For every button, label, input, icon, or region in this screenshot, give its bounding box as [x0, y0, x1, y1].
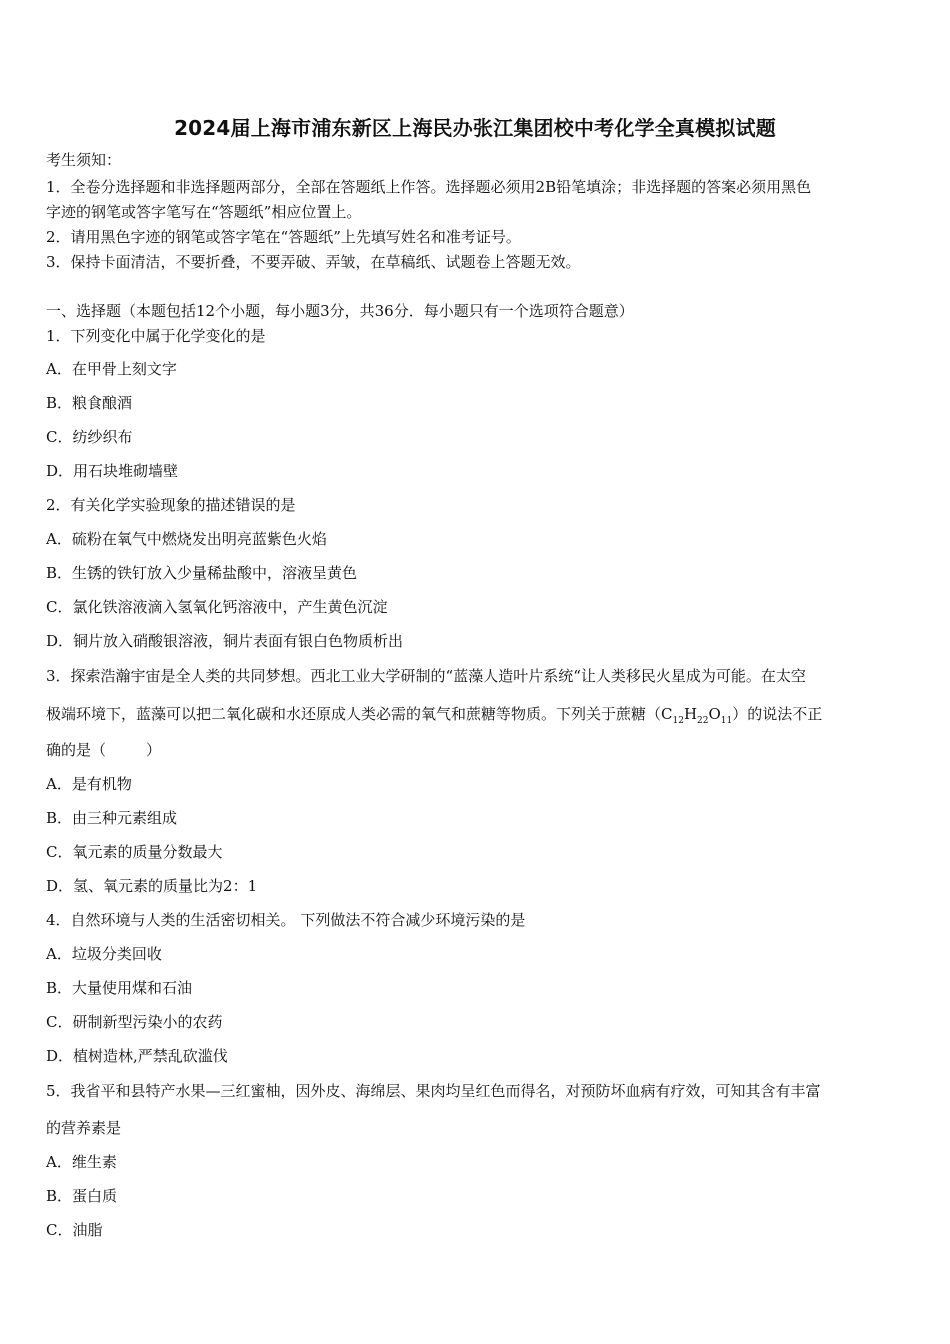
- question-option: B．粮食酿酒: [46, 394, 133, 412]
- question-option: B．由三种元素组成: [46, 809, 178, 827]
- page-title: 2024届上海市浦东新区上海民办张江集团校中考化学全真模拟试题: [174, 116, 776, 140]
- question-option: B．大量使用煤和石油: [46, 979, 193, 997]
- question-option: C．氯化铁溶液滴入氢氧化钙溶液中，产生黄色沉淀: [46, 598, 388, 616]
- question-option: B．生锈的铁钉放入少量稀盐酸中，溶液呈黄色: [46, 564, 358, 582]
- question-option: D．氢、氧元素的质量比为2：1: [46, 877, 258, 895]
- subscript: 22: [697, 716, 709, 726]
- notice-item: 字迹的钢笔或答字笔写在“答题纸”相应位置上。: [46, 203, 362, 221]
- question-stem: 4．自然环境与人类的生活密切相关。 下列做法不符合减少环境污染的是: [46, 911, 526, 929]
- question-option: A．在甲骨上刻文字: [46, 360, 177, 378]
- stem-text: ）: [146, 741, 162, 759]
- subscript: 12: [672, 716, 684, 726]
- stem-text: 极端环境下，蓝藻可以把二氧化碳和水还原成人类必需的氧气和蔗糖等物质。下列关于蔗糖（C: [46, 705, 673, 723]
- subscript: 11: [720, 716, 733, 726]
- question-option: A．维生素: [46, 1153, 117, 1171]
- notice-heading: 考生须知：: [46, 151, 122, 169]
- question-option: A．垃圾分类回收: [46, 945, 162, 963]
- question-stem: 3．探索浩瀚宇宙是全人类的共同梦想。西北工业大学研制的“蓝藻人造叶片系统“让人类移民火星成为可能。在太空: [46, 667, 806, 685]
- question-stem-line: [46, 740, 916, 760]
- question-option: A．是有机物: [46, 775, 132, 793]
- notice-item: 1．全卷分选择题和非选择题两部分，全部在答题纸上作答。选择题必须用2B铅笔填涂；非选择题的答案必须用黑色: [46, 178, 812, 196]
- question-option: C．纺纱织布: [46, 428, 133, 446]
- question-stem-line: 的营养素是: [46, 1119, 122, 1137]
- question-option: C．氧元素的质量分数最大: [46, 843, 223, 861]
- question-option: D．植树造林,严禁乱砍滥伐: [46, 1047, 228, 1065]
- notice-item: 3．保持卡面清洁，不要折叠，不要弄破、弄皱，在草稿纸、试题卷上答题无效。: [46, 253, 581, 271]
- question-stem: 5．我省平和县特产水果—三红蜜柚，因外皮、海绵层、果肉均呈红色而得名，对预防坏血病有疗效，可知其含有丰富: [46, 1082, 821, 1100]
- question-option: D．铜片放入硝酸银溶液，铜片表面有银白色物质析出: [46, 632, 404, 650]
- question-stem: 2．有关化学实验现象的描述错误的是: [46, 496, 296, 514]
- question-stem: 1．下列变化中属于化学变化的是: [46, 327, 266, 345]
- stem-text: ）的说法不正: [732, 705, 823, 723]
- question-option: D．用石块堆砌墙壁: [46, 462, 179, 480]
- question-option: C．研制新型污染小的农药: [46, 1013, 223, 1031]
- section-heading: 一、选择题（本题包括12个小题，每小题3分，共36分．每小题只有一个选项符合题意）: [46, 302, 634, 320]
- element-symbol: O: [708, 705, 721, 723]
- question-option: A．硫粉在氧气中燃烧发出明亮蓝紫色火焰: [46, 530, 327, 548]
- question-stem-line: [46, 704, 916, 731]
- question-option: B．蛋白质: [46, 1187, 118, 1205]
- element-symbol: H: [683, 705, 698, 723]
- stem-text: 确的是（: [46, 741, 107, 759]
- question-option: C．油脂: [46, 1221, 103, 1239]
- notice-item: 2．请用黑色字迹的钢笔或答字笔在“答题纸”上先填写姓名和准考证号。: [46, 228, 521, 246]
